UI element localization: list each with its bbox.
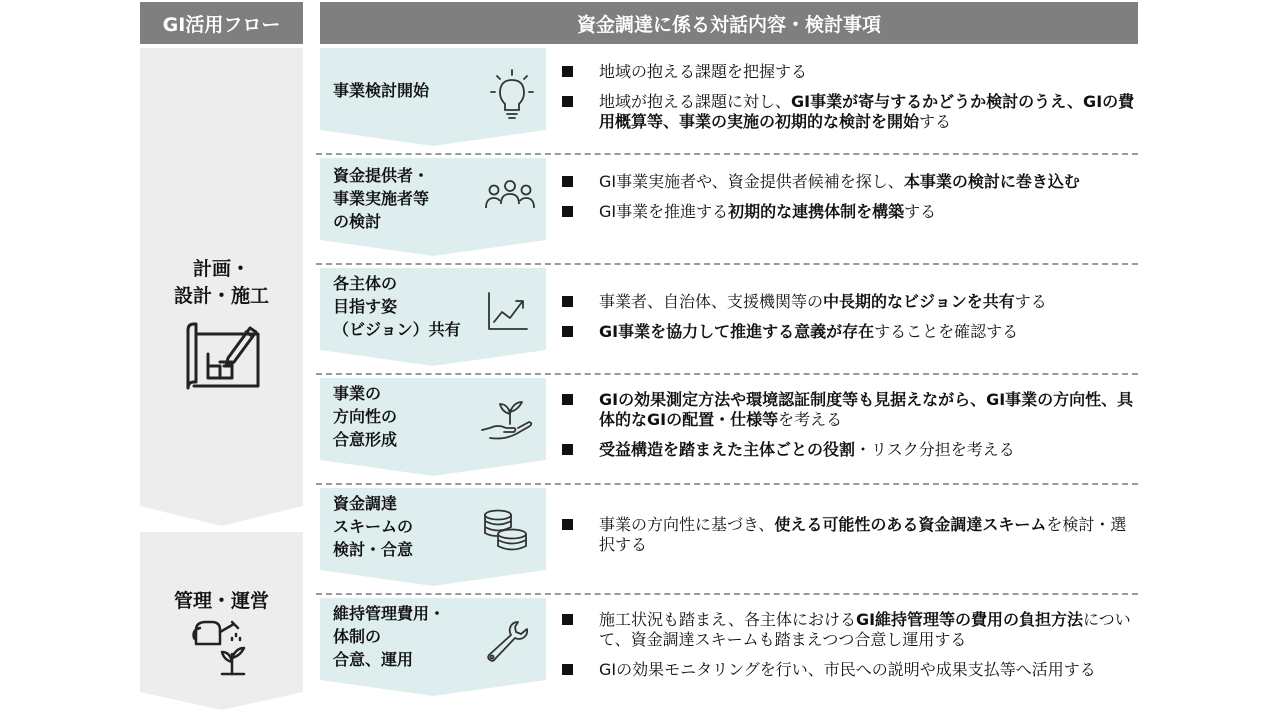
bullet-square-icon [562, 394, 573, 405]
row-divider [316, 373, 1138, 375]
step-2-label-line2: 事業実施者等 [333, 189, 430, 208]
row-divider [316, 593, 1138, 595]
bullet-text [599, 62, 807, 82]
bullet-text-segment: GI事業実施者や、資金提供者候補を探し、 [599, 172, 904, 191]
bullet-text [599, 92, 1138, 132]
step-4-label-line1: 事業の [333, 384, 382, 403]
bullet-item [562, 92, 1138, 132]
bullet-item [562, 62, 1138, 82]
bullets-step-1 [562, 62, 1138, 142]
bullet-text-bold: GI事業を協力して推進する意義が存在 [599, 322, 875, 341]
blueprint-pencil-icon [182, 320, 264, 392]
bullet-text-segment: について、資金調達スキームも踏まえつつ合意し運用する [599, 610, 1131, 649]
phase-operation [140, 532, 303, 710]
bullets-step-5 [562, 515, 1138, 565]
phase-operation-label-line1: 管理・運営 [173, 590, 269, 612]
step-5-label-line3: 検討・合意 [333, 540, 414, 559]
flow-header: GI活用フロー [140, 2, 303, 44]
step-2-label-line3: の検討 [333, 212, 382, 231]
bullet-square-icon [562, 664, 573, 675]
phase-planning-label-line2: 設計・施工 [173, 285, 269, 307]
bullet-text-bold: 使える可能性のある資金調達スキーム [774, 515, 1047, 534]
bullet-square-icon [562, 614, 573, 625]
bullet-text-segment: GIの効果モニタリングを行い、市民への説明や成果支払等へ活用する [599, 660, 1096, 679]
step-5-label-line2: スキームの [333, 517, 414, 536]
bullet-item [562, 390, 1138, 430]
bullet-text-segment: 事業の方向性に基づき、 [599, 515, 775, 534]
step-3-label-line3: （ビジョン）共有 [333, 320, 461, 339]
step-project-start [320, 48, 546, 146]
bullets-step-4 [562, 390, 1138, 470]
bullet-text-bold: GI維持管理等の費用の負担方法 [855, 610, 1084, 629]
bullet-text-segment: する [919, 112, 952, 131]
step-6-label-line1: 維持管理費用・ [333, 604, 446, 623]
phase-planning-label-line1: 計画・ [192, 258, 250, 280]
step-6-label-line3: 合意、運用 [333, 650, 414, 669]
bullet-square-icon [562, 176, 573, 187]
bullet-text-segment: 事業者、自治体、支援機関等の [599, 292, 824, 311]
bullet-square-icon [562, 66, 573, 77]
bullet-item [562, 440, 1138, 460]
bullet-item [562, 660, 1138, 680]
row-divider [316, 153, 1138, 155]
bullets-step-2 [562, 172, 1138, 232]
wrench-icon [484, 618, 530, 664]
bullet-text-bold: GI事業が寄与するかどうか検討のうえ、GIの費用概算等、事業の実施の初期的な検討を開始 [599, 92, 1135, 131]
bullet-text-segment: ・リスク分担を考える [855, 440, 1015, 459]
bullet-text-segment: する [904, 202, 937, 221]
bullet-text [599, 390, 1138, 430]
step-4-label-line3: 合意形成 [333, 430, 398, 449]
lightbulb-icon [487, 68, 537, 122]
step-3-label-line1: 各主体の [333, 274, 398, 293]
row-divider [316, 483, 1138, 485]
bullet-square-icon [562, 206, 573, 217]
bullet-text [599, 292, 1047, 312]
bullet-text-bold: 本事業の検討に巻き込む [903, 172, 1080, 191]
step-vision-sharing [320, 268, 546, 366]
bullet-item [562, 202, 1138, 222]
hand-sprout-icon [480, 398, 534, 442]
bullet-text-segment: することを確認する [874, 322, 1019, 341]
step-5-label-line1: 資金調達 [333, 494, 398, 513]
bullet-item [562, 610, 1138, 650]
bullet-text [599, 202, 936, 222]
bullet-square-icon [562, 444, 573, 455]
bullet-text-segment: 地域が抱える課題に対し、 [599, 92, 792, 111]
bullet-text [599, 610, 1138, 650]
bullet-text [599, 322, 1018, 342]
dialogue-header: 資金調達に係る対話内容・検討事項 [320, 2, 1138, 44]
bullet-square-icon [562, 296, 573, 307]
bullet-item [562, 515, 1138, 555]
bullet-text [599, 440, 1015, 460]
step-4-label-line2: 方向性の [333, 407, 398, 426]
step-1-label-line1: 事業検討開始 [333, 81, 430, 100]
bullet-item [562, 322, 1138, 342]
trend-chart-icon [486, 290, 530, 332]
bullet-text-segment: GI事業を推進する [599, 202, 729, 221]
bullets-step-3 [562, 292, 1138, 352]
step-6-label-line2: 体制の [333, 627, 382, 646]
bullet-text-bold: 受益構造を踏まえた主体ごとの役割 [599, 440, 856, 459]
bullet-text-segment: を検討・選択する [599, 515, 1127, 554]
bullet-text [599, 172, 1080, 192]
step-stakeholder-review [320, 158, 546, 256]
bullet-item [562, 172, 1138, 192]
people-group-icon [484, 178, 536, 212]
phase-planning [140, 48, 303, 526]
row-divider [316, 263, 1138, 265]
bullet-square-icon [562, 96, 573, 107]
bullets-step-6 [562, 610, 1138, 690]
bullet-item [562, 292, 1138, 312]
bullet-text-bold: GIの効果測定方法や環境認証制度等も見据えながら、GI事業の方向性、具体的なGIの配置・仕様等 [599, 390, 1134, 429]
bullet-text-segment: を考える [778, 410, 843, 429]
bullet-text [599, 515, 1138, 555]
bullet-text-bold: 初期的な連携体制を構築 [728, 202, 905, 221]
step-2-label-line1: 資金提供者・ [333, 166, 430, 185]
coins-stack-icon [480, 508, 532, 554]
bullet-square-icon [562, 519, 573, 530]
bullet-text [599, 660, 1096, 680]
bullet-text-segment: する [1014, 292, 1047, 311]
step-maintenance-operation [320, 598, 546, 696]
step-funding-scheme [320, 488, 546, 586]
step-3-label-line2: 目指す姿 [333, 297, 398, 316]
bullet-text-segment: 地域の抱える課題を把握する [599, 62, 808, 81]
watering-can-sprout-icon [190, 616, 254, 678]
bullet-square-icon [562, 326, 573, 337]
bullet-text-bold: 中長期的なビジョンを共有 [823, 292, 1015, 311]
bullet-text-segment: 施工状況も踏まえ、各主体における [599, 610, 856, 629]
step-direction-consensus [320, 378, 546, 476]
